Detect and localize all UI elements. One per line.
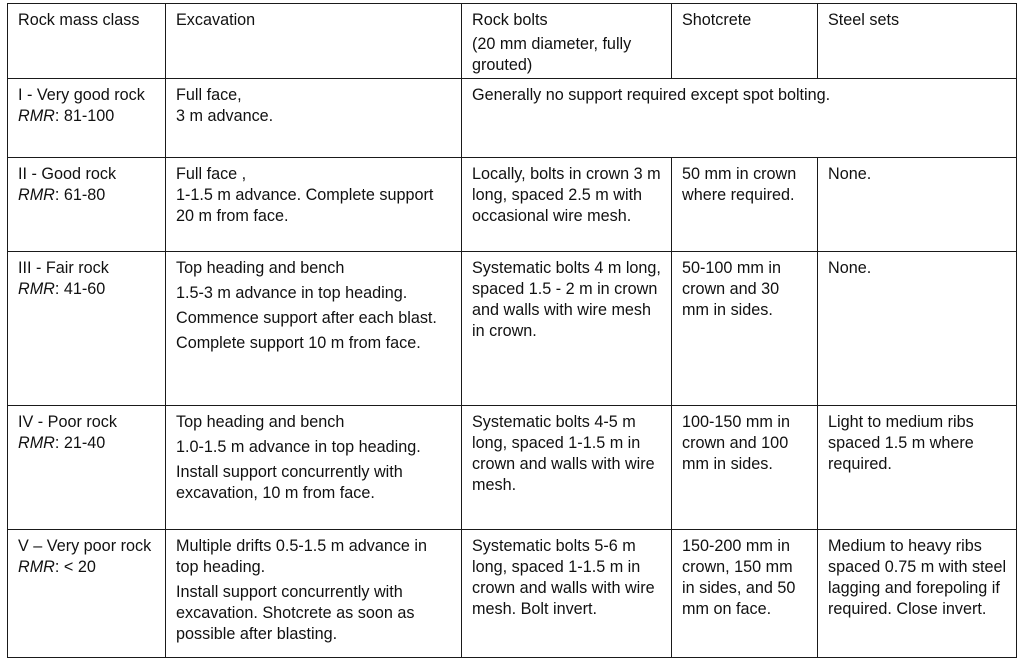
- merged-support-cell: [462, 79, 1017, 158]
- excavation-cell: [166, 252, 462, 406]
- steel-cell: [818, 158, 1017, 252]
- class-cell: [8, 530, 166, 658]
- excavation-text: Top heading and bench: [176, 413, 345, 431]
- table-row: [8, 252, 1017, 406]
- shotcrete-text: 150-200 mm in crown, 150 mm in sides, and 50 mm on face.: [682, 537, 796, 618]
- rmr-label: RMR: [18, 434, 55, 452]
- bolts-cell: [462, 406, 672, 530]
- shotcrete-text: 50-100 mm in crown and 30 mm in sides.: [682, 259, 781, 319]
- excavation-cell: [166, 158, 462, 252]
- table-row: [8, 406, 1017, 530]
- steel-text: Light to medium ribs spaced 1.5 m where required.: [828, 413, 974, 473]
- rmr-value: : 61-80: [54, 186, 106, 204]
- header-excavation: [166, 4, 462, 79]
- excavation-text: Full face, 3 m advance.: [176, 86, 274, 125]
- shotcrete-text: 100-150 mm in crown and 100 mm in sides.: [682, 413, 790, 473]
- excavation-text: Top heading and bench: [176, 259, 345, 277]
- excavation-cell: [166, 530, 462, 658]
- table-row: [8, 79, 1017, 158]
- steel-text: None.: [828, 259, 872, 277]
- shotcrete-cell: [672, 406, 818, 530]
- table-row: [8, 530, 1017, 658]
- class-name: II - Good rock: [18, 165, 117, 183]
- excavation-cell: [166, 79, 462, 158]
- shotcrete-text: 50 mm in crown where required.: [682, 165, 797, 204]
- class-cell: [8, 79, 166, 158]
- header-steel-label: Steel sets: [828, 11, 900, 29]
- class-cell: [8, 406, 166, 530]
- steel-text: Medium to heavy ribs spaced 0.75 m with steel lagging and forepoling if required. Close invert.: [828, 537, 1007, 618]
- rmr-label: RMR: [18, 186, 55, 204]
- rock-support-table-container: [7, 3, 1017, 658]
- header-shotcrete-label: Shotcrete: [682, 11, 752, 29]
- excavation-text: Complete support 10 m from face.: [176, 334, 421, 352]
- rmr-value: : 81-100: [54, 107, 115, 125]
- header-steel-sets: [818, 4, 1017, 79]
- bolts-text: Systematic bolts 4 m long, spaced 1.5 - 2 m in crown and walls with wire mesh in crown.: [472, 259, 661, 340]
- rmr-value: : 41-60: [54, 280, 106, 298]
- bolts-text: Locally, bolts in crown 3 m long, spaced 2.5 m with occasional wire mesh.: [472, 165, 661, 225]
- shotcrete-cell: [672, 530, 818, 658]
- steel-text: None.: [828, 165, 872, 183]
- excavation-cell: [166, 406, 462, 530]
- rmr-value: : 21-40: [54, 434, 106, 452]
- excavation-text: Install support concurrently with excavation, 10 m from face.: [176, 463, 403, 502]
- header-bolts-subtitle: (20 mm diameter, fully grouted): [472, 35, 632, 74]
- class-name: I - Very good rock: [18, 86, 145, 104]
- bolts-cell: [462, 252, 672, 406]
- header-class-label: Rock mass class: [18, 11, 140, 29]
- steel-cell: [818, 530, 1017, 658]
- rock-support-table: [7, 3, 1017, 658]
- bolts-text: Systematic bolts 5-6 m long, spaced 1-1.5 m in crown and walls with wire mesh. Bolt invert.: [472, 537, 655, 618]
- rmr-label: RMR: [18, 107, 55, 125]
- shotcrete-cell: [672, 158, 818, 252]
- excavation-text: Multiple drifts 0.5-1.5 m advance in top heading.: [176, 537, 428, 576]
- header-bolts-title: Rock bolts: [472, 11, 548, 29]
- header-row: [8, 4, 1017, 79]
- excavation-text: Full face , 1-1.5 m advance. Complete support 20 m from face.: [176, 165, 434, 225]
- table-row: [8, 158, 1017, 252]
- rmr-label: RMR: [18, 558, 55, 576]
- bolts-cell: [462, 530, 672, 658]
- class-cell: [8, 158, 166, 252]
- steel-cell: [818, 252, 1017, 406]
- shotcrete-cell: [672, 252, 818, 406]
- header-shotcrete: [672, 4, 818, 79]
- support-note: Generally no support required except spot bolting.: [472, 86, 831, 104]
- rmr-label: RMR: [18, 280, 55, 298]
- rmr-value: : < 20: [54, 558, 96, 576]
- class-cell: [8, 252, 166, 406]
- class-name: III - Fair rock: [18, 259, 109, 277]
- excavation-text: 1.5-3 m advance in top heading.: [176, 284, 408, 302]
- excavation-text: 1.0-1.5 m advance in top heading.: [176, 438, 421, 456]
- steel-cell: [818, 406, 1017, 530]
- bolts-text: Systematic bolts 4-5 m long, spaced 1-1.5 m in crown and walls with wire mesh.: [472, 413, 655, 494]
- class-name: IV - Poor rock: [18, 413, 117, 431]
- class-name: V – Very poor rock: [18, 537, 152, 555]
- bolts-cell: [462, 158, 672, 252]
- header-excavation-label: Excavation: [176, 11, 256, 29]
- excavation-text: Install support concurrently with excavation. Shotcrete as soon as possible after blasting.: [176, 583, 415, 643]
- header-rock-mass-class: [8, 4, 166, 79]
- header-rock-bolts: [462, 4, 672, 79]
- excavation-text: Commence support after each blast.: [176, 309, 437, 327]
